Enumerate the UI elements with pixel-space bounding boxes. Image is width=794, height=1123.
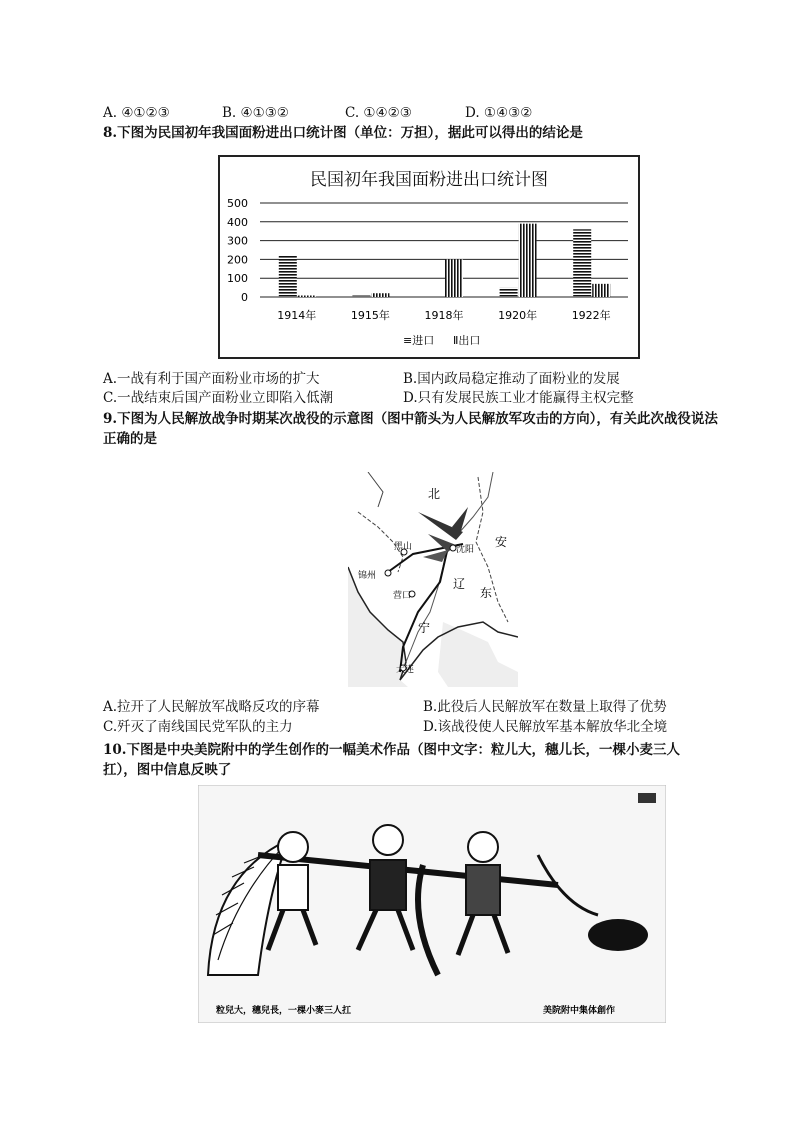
- q9-option-b: B.此役后人民解放军在数量上取得了优势: [423, 699, 667, 715]
- chart-title: 民国初年我国面粉进出口统计图: [310, 170, 548, 190]
- battle-map-drawing: [348, 472, 518, 687]
- bar-export: [445, 259, 463, 297]
- map-label-liao: 辽: [453, 577, 466, 591]
- bar-export: [371, 293, 389, 297]
- bar-export: [519, 224, 537, 297]
- battle-map: [348, 472, 518, 687]
- map-label-dong: 东: [480, 586, 493, 600]
- q10-stem-line2: 扛），图中信息反映了: [103, 762, 232, 778]
- q8-option-a: A.一战有利于国产面粉业市场的扩大: [103, 371, 320, 387]
- y-tick-label: 200: [227, 253, 248, 267]
- flour-chart: [218, 155, 640, 359]
- map-label-yingkou: 营口: [393, 591, 412, 601]
- q8-option-d: D.只有发展民族工业才能赢得主权完整: [403, 390, 634, 406]
- y-tick-label: 100: [227, 272, 248, 286]
- map-label-shenyang: 沈阳: [456, 545, 475, 555]
- y-tick-label: 300: [227, 234, 248, 248]
- bar-export: [298, 296, 316, 298]
- map-label-dalian: 大连: [396, 665, 415, 675]
- x-tick-label: 1922年: [571, 309, 611, 322]
- q8-stem: 8.下图为民国初年我国面粉进出口统计图（单位：万担），据此可以得出的结论是: [103, 125, 583, 141]
- q9-stem-line2: 正确的是: [103, 431, 157, 447]
- q9-option-a: A.拉开了人民解放军战略反攻的序幕: [103, 699, 320, 715]
- q7-option-c: C. ①④②③: [345, 105, 412, 121]
- q9-option-d: D.该战役使人民解放军基本解放华北全境: [423, 719, 668, 735]
- q7-option-d: D. ①④③②: [465, 105, 533, 121]
- chart-plot: [220, 157, 638, 357]
- y-tick-label: 400: [227, 215, 248, 229]
- bar-import: [279, 256, 297, 297]
- bar-import: [500, 288, 518, 297]
- q9-option-c: C.歼灭了南线国民党军队的主力: [103, 719, 293, 735]
- art-caption-right: 美院附中集体創作: [543, 1006, 616, 1016]
- map-label-north: 北: [428, 487, 441, 501]
- y-tick-label: 0: [241, 291, 248, 304]
- legend-entry: ≡进口: [403, 334, 435, 347]
- q7-option-a: A. ④①②③: [103, 105, 170, 121]
- art-drawing: [198, 785, 666, 1023]
- bar-export: [592, 284, 610, 297]
- y-tick-label: 500: [227, 197, 248, 210]
- q10-stem-line1: 10.下图是中央美院附中的学生创作的一幅美术作品（图中文字：粒儿大，穗儿长，一棵小麦三人: [103, 742, 680, 758]
- map-label-heishan: 黑山: [394, 542, 413, 552]
- art-caption-left: 粒兒大，穗兒長，一棵小麥三人扛: [216, 1006, 352, 1016]
- x-tick-label: 1915年: [350, 309, 390, 322]
- x-tick-label: 1920年: [498, 309, 538, 322]
- map-label-jinzhou: 锦州: [358, 571, 377, 581]
- q7-option-b: B. ④①③②: [222, 105, 289, 121]
- legend-entry: Ⅱ出口: [453, 334, 481, 347]
- map-label-an: 安: [495, 535, 508, 549]
- bar-import: [352, 295, 370, 297]
- q8-option-c: C.一战结束后国产面粉业立即陷入低潮: [103, 390, 334, 406]
- bar-import: [573, 229, 591, 297]
- art-illustration: [198, 785, 666, 1023]
- q9-stem-line1: 9.下图为人民解放战争时期某次战役的示意图（图中箭头为人民解放军攻击的方向），有关此次战役说法: [103, 411, 718, 427]
- map-label-ning: 宁: [418, 621, 431, 635]
- x-tick-label: 1918年: [424, 309, 464, 322]
- x-tick-label: 1914年: [277, 309, 317, 322]
- q8-option-b: B.国内政局稳定推动了面粉业的发展: [403, 371, 620, 387]
